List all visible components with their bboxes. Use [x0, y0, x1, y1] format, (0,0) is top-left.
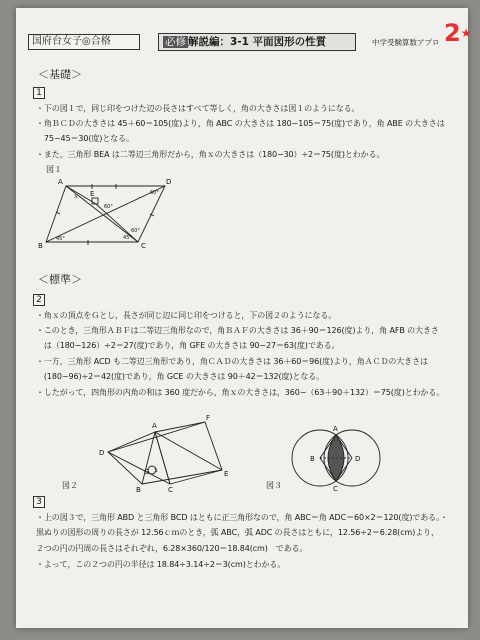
- problem2-line: ・このとき，三角形ＡＢＦは二等辺三角形なので，角ＢＡＦの大きさは 36＋90＝126(度)より，角 AFB の大きさ: [36, 326, 439, 335]
- logo-number: 2: [444, 19, 461, 47]
- problem3-line: ２つの円の円周の長さはそれぞれ，6.28×360/120＝18.84(cm) である。: [36, 544, 308, 553]
- figure2-label: 図２: [62, 481, 78, 490]
- fig2-var-x: ｘ: [153, 467, 160, 474]
- fig1-point-d: D: [166, 178, 172, 186]
- fig1-point-c: C: [141, 242, 146, 250]
- fig2-point-b: B: [136, 486, 141, 494]
- fig1-point-e: E: [90, 190, 95, 198]
- brand-name: 中学受験算数アプロ: [372, 38, 440, 47]
- fig3-point-d: D: [355, 455, 361, 463]
- brand-logo: [444, 20, 471, 46]
- problem2-line: (180−96)÷2＝42(度)であり，角 GCE の大きさは 90＋42＝132(度)となる。: [36, 372, 325, 381]
- problem-number: 2: [33, 294, 45, 306]
- page-title-text: 解説編：3-1 平面図形の性質: [188, 36, 327, 48]
- problem1-line: ・下の図１で，同じ印をつけた辺の長さはすべて等しく，角の大きさは図１のようになる。: [36, 104, 360, 113]
- problem3-line: ・よって，この２つの円の半径は 18.84÷3.14÷2＝3(cm)とわかる。: [36, 560, 286, 569]
- fig1-angle: 60°: [104, 204, 113, 210]
- fig2-point-f: F: [206, 414, 211, 422]
- problem1-line: 75−45＝30(度)となる。: [36, 134, 134, 143]
- fig1-var-x: ｘ: [73, 193, 80, 200]
- fig2-point-c: C: [168, 486, 173, 494]
- fig1-angle: 60°: [150, 190, 159, 196]
- fig1-point-a: A: [58, 178, 63, 186]
- fig2-point-d: D: [99, 449, 105, 457]
- fig1-angle: 45°: [56, 236, 65, 242]
- problem2-line: ・角ｘの頂点をＧとし，長さが同じ辺に同じ印をつけると，下の図２のようになる。: [36, 311, 337, 320]
- fig2-point-g: G: [144, 468, 150, 476]
- problem2-line: ・一方，三角形 ACD も二等辺三角形であり，角ＣＡＤの大きさは 36＋60＝96(度)より，角ＡＣＤの大きさは: [36, 357, 428, 366]
- problem3-line: 黒ぬりの図形の周りの長さが 12.56ｃｍのとき，弧 ABC，弧 ADC の長さはともに，12.56÷2＝6.28(cm)より，: [36, 528, 439, 537]
- problem-number: 3: [33, 496, 45, 508]
- figure1-label: 図１: [46, 165, 62, 174]
- fig1-angle: 60°: [131, 228, 140, 234]
- fig3-point-b: B: [310, 455, 315, 463]
- problem-number: 1: [33, 87, 45, 99]
- figure3-label: 図３: [266, 481, 282, 490]
- problem1-line: ・角ＢＣＤの大きさは 45＋60＝105(度)より，角 ABC の大きさは 180−105＝75(度)であり，角 ABE の大きさは: [36, 119, 445, 128]
- section-basic: ＜基礎＞: [38, 68, 82, 81]
- fig1-point-b: B: [38, 242, 43, 250]
- problem3-line: ・上の図３で，三角形 ABD と三角形 BCD はともに正三角形なので，角 ABC＝角 ADC＝60×2＝120(度)である。・: [36, 513, 448, 522]
- star-icon: ★: [460, 26, 472, 40]
- fig1-angle: 45°: [123, 235, 132, 241]
- problem1-line: ・また，三角形 BEA は二等辺三角形だから，角ｘの大きさは（180−30）÷2＝75(度)とわかる。: [36, 150, 385, 159]
- page-title: [158, 33, 356, 51]
- school-name-box: 国府台女子◎合格: [28, 34, 140, 50]
- fig3-point-a: A: [333, 425, 338, 433]
- fig3-point-c: C: [333, 485, 338, 493]
- section-standard: ＜標準＞: [38, 273, 82, 286]
- fig2-point-a: A: [152, 422, 157, 430]
- problem2-line: ・したがって，四角形の内角の和は 360 度だから，角ｘの大きさは，360−（63＋90＋132）＝75(度)とわかる。: [36, 388, 445, 397]
- required-tag: 必修: [165, 36, 186, 48]
- fig2-point-e: E: [224, 470, 229, 478]
- problem2-line: は（180−126）÷2＝27(度)であり，角 GFE の大きさは 90−27＝63(度)である。: [36, 341, 340, 350]
